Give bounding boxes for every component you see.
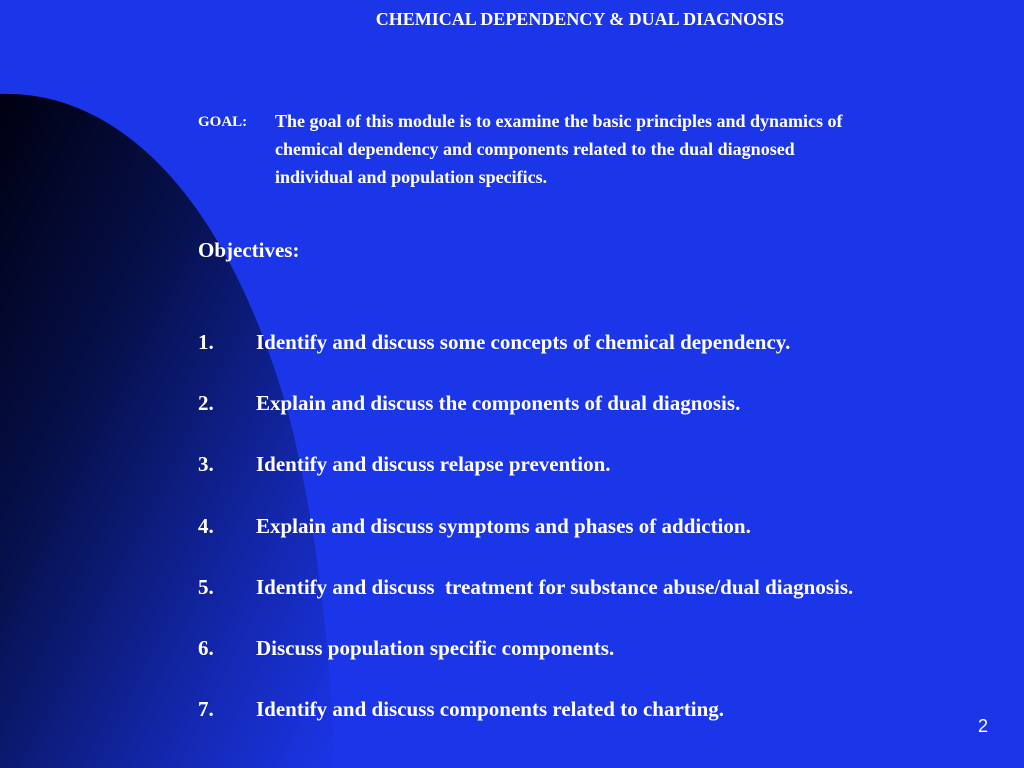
objective-text: Explain and discuss the components of dual diagnosis.	[256, 391, 741, 416]
objective-text: Identify and discuss relapse prevention.	[256, 452, 611, 477]
objective-item	[198, 697, 998, 758]
goal-label: GOAL:	[198, 114, 248, 130]
objective-number: 7.	[198, 697, 214, 722]
objective-number: 4.	[198, 513, 214, 538]
objective-number: 2.	[198, 391, 214, 416]
objective-item	[198, 636, 998, 697]
goal-line: The goal of this module is to examine the basic principles and dynamics of	[275, 111, 843, 131]
goal-text	[198, 107, 998, 191]
goal-block	[198, 107, 998, 191]
objective-text: Identify and discuss some concepts of chemical dependency.	[256, 330, 791, 354]
goal-line: individual and population specifics.	[275, 167, 548, 187]
objective-item	[198, 575, 998, 636]
page-number: 2	[977, 716, 988, 736]
objectives-list	[198, 330, 998, 758]
objective-item	[198, 391, 998, 452]
slide-title: CHEMICAL DEPENDENCY & DUAL DIAGNOSIS	[375, 9, 785, 29]
objective-item	[198, 452, 998, 513]
objective-number: 3.	[198, 452, 214, 477]
objective-number: 1.	[198, 330, 214, 354]
objective-text: Identify and discuss components related to charting.	[256, 697, 725, 722]
objective-text: Discuss population specific components.	[256, 635, 615, 660]
objective-number: 5.	[198, 574, 214, 599]
goal-line: chemical dependency and components related to the dual diagnosed	[275, 139, 795, 159]
objective-item	[198, 514, 998, 575]
objective-number: 6.	[198, 635, 214, 660]
objectives-heading: Objectives:	[198, 238, 300, 262]
objective-text: Identify and discuss treatment for substance abuse/dual diagnosis.	[256, 574, 854, 599]
objective-text: Explain and discuss symptoms and phases of addiction.	[256, 513, 751, 538]
objective-item	[198, 330, 998, 391]
